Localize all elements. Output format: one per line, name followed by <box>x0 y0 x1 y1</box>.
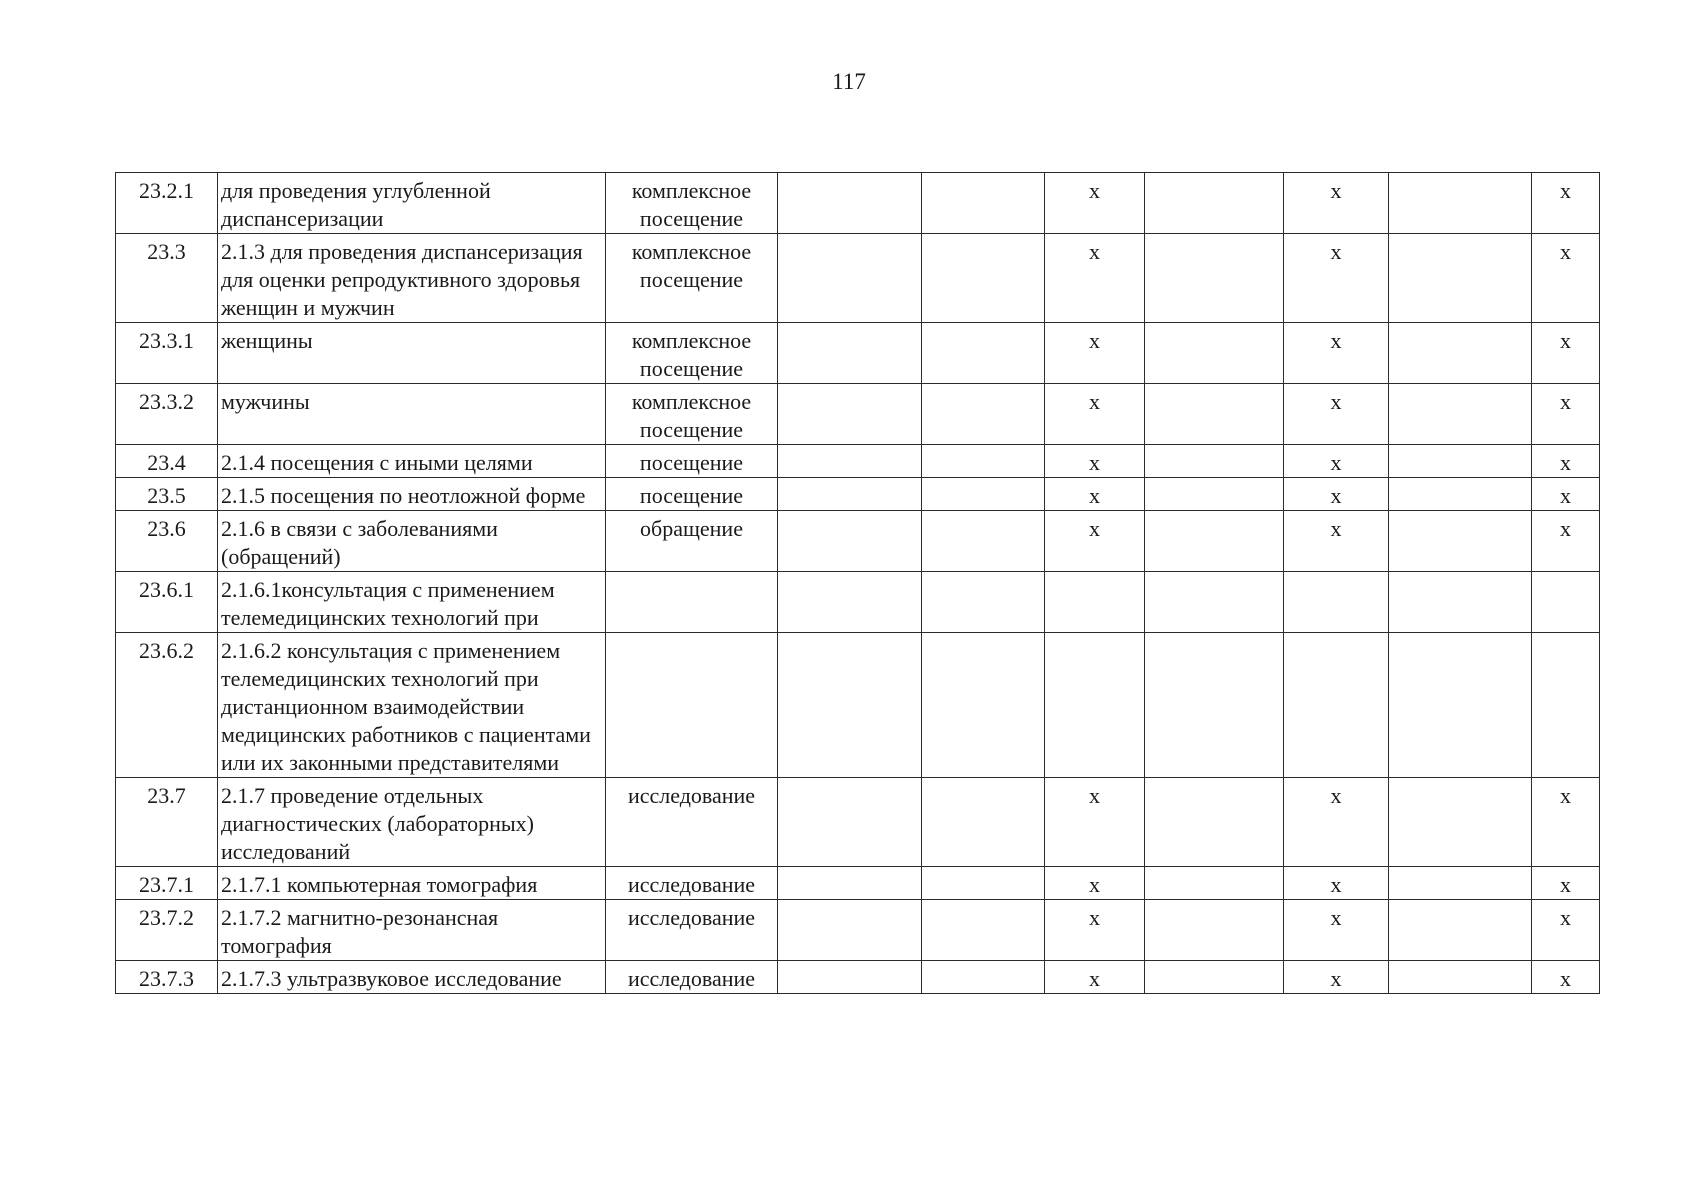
row-value-cell: х <box>1045 478 1145 511</box>
row-value-cell <box>922 323 1045 384</box>
table-row <box>116 572 1600 633</box>
row-value-cell: х <box>1532 511 1600 572</box>
row-name-cell: 2.1.7 проведение отдельных диагностических (лабораторных) исследований <box>218 778 606 867</box>
row-value-cell <box>1532 572 1600 633</box>
row-value-cell: х <box>1045 900 1145 961</box>
row-name-cell: 2.1.5 посещения по неотложной форме <box>218 478 606 511</box>
row-unit-cell <box>606 572 778 633</box>
table-row <box>116 323 1600 384</box>
row-value-cell <box>922 173 1045 234</box>
row-number-cell: 23.2.1 <box>116 173 218 234</box>
row-value-cell <box>1389 900 1532 961</box>
row-value-cell: х <box>1045 445 1145 478</box>
row-value-cell <box>1145 900 1284 961</box>
row-value-cell: х <box>1284 234 1389 323</box>
table-row <box>116 234 1600 323</box>
row-name-cell: 2.1.3 для проведения диспансеризация для оценки репродуктивного здоровья женщин и мужчин <box>218 234 606 323</box>
row-value-cell: х <box>1284 867 1389 900</box>
row-value-cell <box>778 633 922 778</box>
row-name-cell: 2.1.6 в связи с заболеваниями (обращений) <box>218 511 606 572</box>
table-row <box>116 173 1600 234</box>
table-row <box>116 900 1600 961</box>
row-value-cell <box>1389 778 1532 867</box>
row-value-cell <box>778 445 922 478</box>
row-value-cell <box>778 384 922 445</box>
row-number-cell: 23.3 <box>116 234 218 323</box>
row-value-cell: х <box>1045 234 1145 323</box>
row-value-cell: х <box>1045 511 1145 572</box>
row-value-cell: х <box>1045 867 1145 900</box>
row-value-cell <box>778 511 922 572</box>
row-value-cell <box>1145 445 1284 478</box>
table-row <box>116 961 1600 994</box>
row-value-cell: х <box>1532 478 1600 511</box>
row-value-cell <box>1145 478 1284 511</box>
row-value-cell <box>922 572 1045 633</box>
row-unit-cell: исследование <box>606 778 778 867</box>
row-unit-cell: комплексное посещение <box>606 234 778 323</box>
row-number-cell: 23.6.2 <box>116 633 218 778</box>
row-name-cell: для проведения углубленной диспансеризации <box>218 173 606 234</box>
row-value-cell: х <box>1532 234 1600 323</box>
row-number-cell: 23.7 <box>116 778 218 867</box>
row-value-cell: х <box>1532 900 1600 961</box>
row-value-cell <box>1389 445 1532 478</box>
table-row <box>116 478 1600 511</box>
row-value-cell <box>1389 572 1532 633</box>
row-value-cell <box>1389 867 1532 900</box>
row-value-cell <box>778 778 922 867</box>
row-value-cell: х <box>1532 867 1600 900</box>
row-unit-cell: исследование <box>606 867 778 900</box>
row-value-cell: х <box>1284 778 1389 867</box>
row-value-cell: х <box>1045 778 1145 867</box>
row-value-cell <box>778 478 922 511</box>
row-value-cell <box>1284 633 1389 778</box>
table-row <box>116 384 1600 445</box>
data-table <box>115 172 1600 994</box>
row-unit-cell: исследование <box>606 900 778 961</box>
row-unit-cell: исследование <box>606 961 778 994</box>
row-value-cell: х <box>1284 384 1389 445</box>
table-row <box>116 867 1600 900</box>
row-value-cell <box>1389 478 1532 511</box>
row-name-cell: женщины <box>218 323 606 384</box>
row-number-cell: 23.4 <box>116 445 218 478</box>
row-name-cell: 2.1.6.1консультация с применением телемедицинских технологий при <box>218 572 606 633</box>
row-value-cell: х <box>1284 900 1389 961</box>
row-value-cell: х <box>1532 173 1600 234</box>
row-value-cell: х <box>1532 445 1600 478</box>
row-number-cell: 23.5 <box>116 478 218 511</box>
row-number-cell: 23.7.1 <box>116 867 218 900</box>
row-value-cell <box>1145 961 1284 994</box>
table-row <box>116 633 1600 778</box>
row-value-cell <box>1389 384 1532 445</box>
row-value-cell: х <box>1284 323 1389 384</box>
row-value-cell: х <box>1284 173 1389 234</box>
row-name-cell: 2.1.7.2 магнитно-резонансная томография <box>218 900 606 961</box>
row-value-cell <box>778 900 922 961</box>
row-value-cell <box>1389 511 1532 572</box>
row-value-cell <box>1284 572 1389 633</box>
row-value-cell <box>1389 234 1532 323</box>
row-value-cell <box>1389 961 1532 994</box>
table-row <box>116 778 1600 867</box>
row-number-cell: 23.7.3 <box>116 961 218 994</box>
row-name-cell: 2.1.7.3 ультразвуковое исследование <box>218 961 606 994</box>
page-number: 117 <box>832 69 866 94</box>
row-value-cell <box>922 900 1045 961</box>
row-value-cell: х <box>1532 778 1600 867</box>
row-number-cell: 23.3.2 <box>116 384 218 445</box>
row-value-cell <box>1145 633 1284 778</box>
row-value-cell: х <box>1284 445 1389 478</box>
row-value-cell <box>1045 572 1145 633</box>
row-value-cell <box>1389 173 1532 234</box>
row-value-cell <box>922 867 1045 900</box>
row-number-cell: 23.7.2 <box>116 900 218 961</box>
row-name-cell: 2.1.6.2 консультация с применением телемедицинских технологий при дистанционном взаимодействии медицинских работников с пациентами или их законными представителями <box>218 633 606 778</box>
row-unit-cell <box>606 633 778 778</box>
row-value-cell: х <box>1532 323 1600 384</box>
row-unit-cell: посещение <box>606 445 778 478</box>
row-value-cell <box>1145 234 1284 323</box>
row-value-cell <box>778 867 922 900</box>
row-value-cell: х <box>1045 961 1145 994</box>
row-value-cell <box>1045 633 1145 778</box>
row-number-cell: 23.3.1 <box>116 323 218 384</box>
row-value-cell <box>922 511 1045 572</box>
row-value-cell <box>1145 867 1284 900</box>
row-value-cell: х <box>1532 384 1600 445</box>
row-value-cell: х <box>1045 384 1145 445</box>
row-value-cell <box>1389 323 1532 384</box>
row-value-cell <box>922 445 1045 478</box>
table-body <box>116 173 1600 994</box>
row-name-cell: мужчины <box>218 384 606 445</box>
row-value-cell <box>1532 633 1600 778</box>
row-value-cell <box>778 572 922 633</box>
row-value-cell: х <box>1284 511 1389 572</box>
row-unit-cell: посещение <box>606 478 778 511</box>
row-value-cell: х <box>1284 961 1389 994</box>
row-value-cell: х <box>1532 961 1600 994</box>
row-value-cell <box>1145 572 1284 633</box>
row-value-cell <box>922 778 1045 867</box>
row-name-cell: 2.1.4 посещения с иными целями <box>218 445 606 478</box>
row-value-cell <box>778 961 922 994</box>
row-value-cell <box>922 961 1045 994</box>
row-value-cell <box>778 234 922 323</box>
row-value-cell: х <box>1045 173 1145 234</box>
row-name-cell: 2.1.7.1 компьютерная томография <box>218 867 606 900</box>
row-value-cell <box>778 323 922 384</box>
row-value-cell <box>1145 323 1284 384</box>
row-value-cell <box>1145 173 1284 234</box>
row-unit-cell: комплексное посещение <box>606 323 778 384</box>
row-number-cell: 23.6 <box>116 511 218 572</box>
row-value-cell <box>1389 633 1532 778</box>
row-value-cell <box>1145 778 1284 867</box>
table-row <box>116 511 1600 572</box>
row-value-cell <box>1145 511 1284 572</box>
row-unit-cell: обращение <box>606 511 778 572</box>
row-number-cell: 23.6.1 <box>116 572 218 633</box>
row-value-cell <box>922 478 1045 511</box>
row-value-cell <box>1145 384 1284 445</box>
row-value-cell: х <box>1045 323 1145 384</box>
row-value-cell <box>922 234 1045 323</box>
row-value-cell <box>922 384 1045 445</box>
row-unit-cell: комплексное посещение <box>606 173 778 234</box>
row-value-cell <box>778 173 922 234</box>
table-row <box>116 445 1600 478</box>
row-value-cell <box>922 633 1045 778</box>
row-unit-cell: комплексное посещение <box>606 384 778 445</box>
row-value-cell: х <box>1284 478 1389 511</box>
